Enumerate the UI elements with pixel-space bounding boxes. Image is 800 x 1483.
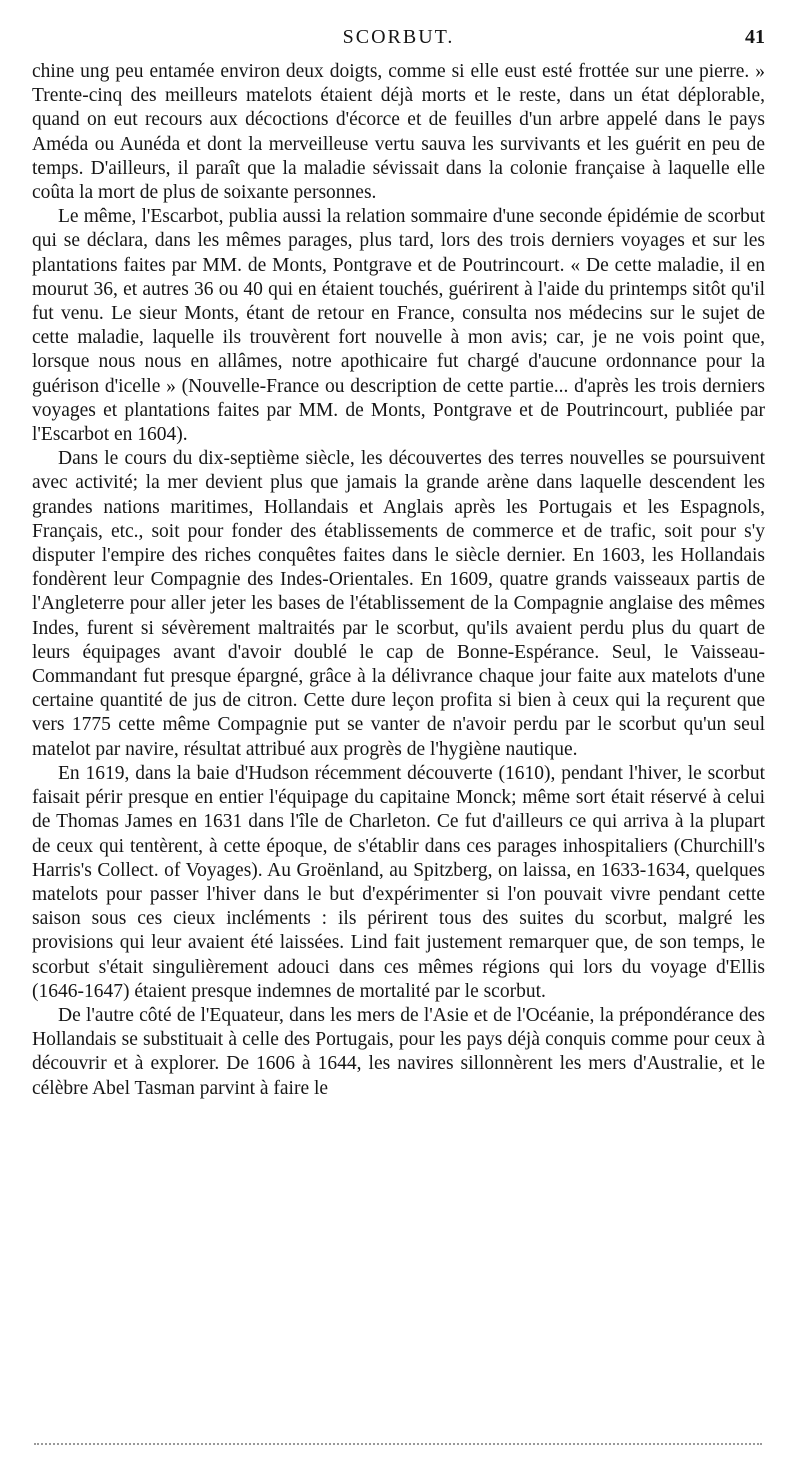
page-number: 41 [745, 26, 765, 48]
paragraph-1: chine ung peu entamée environ deux doigts, comme si elle eust esté frottée sur une pierre. » Trente-cinq des meilleurs matelots étaient déjà morts et le reste, dans un état déplorable, quand on eut recours aux décoctions d'écorce et de feuilles d'un arbre appelé dans le pays Améda ou Aunéda et dont la merveilleuse vertu sauva les survivants et les guérit en peu de temps. D'ailleurs, il paraît que la maladie sévissait dans la colonie française à laquelle elle coûta la mort de plus de soixante personnes. [32, 61, 765, 204]
running-title: SCORBUT. [342, 26, 455, 48]
paragraph-3: Dans le cours du dix-septième siècle, les découvertes des terres nouvelles se poursuivent avec activité; la mer devient plus que jamais la grande arène dans laquelle descendent les grandes nations maritimes, Hollandais et Anglais après les Portugais et les Espagnols, Français, etc., soit pour fonder des établissements de commerce et de trafic, soit pour s'y disputer l'empire des riches conquêtes faites dans le siècle dernier. En 1603, les Hollandais fondèrent leur Compagnie des Indes-Orientales. En 1609, quatre grands vaisseaux partis de l'Angleterre pour aller jeter les bases de l'établissement de la Compagnie anglaise des mêmes Indes, furent si sévèrement maltraités par le scorbut, qu'ils avaient perdu plus du quart de leurs équipages avant d'avoir doublé le cap de Bonne-Espérance. Seul, le Vaisseau-Commandant fut presque épargné, grâce à la délivrance chaque jour faite aux matelots d'une certaine quantité de jus de citron. Cette dure leçon profita si bien à ceux qui la reçurent que vers 1775 cette même Compagnie put se vanter de n'avoir perdu par le scorbut qu'un seul matelot par navire, résultat attribué aux progrès de l'hygiène nautique. [32, 448, 765, 760]
body-text [32, 60, 765, 1101]
paragraph-4: En 1619, dans la baie d'Hudson récemment découverte (1610), pendant l'hiver, le scorbut faisait périr presque en entier l'équipage du capitaine Monck; même sort était réservé à celui de Thomas James en 1631 dans l'île de Charleton. Ce fut d'ailleurs ce qui arriva à la plupart de ceux qui tentèrent, à cette époque, de s'établir dans ces parages inhospitaliers (Churchill's Harris's Collect. of Voyages). Au Groënland, au Spitzberg, on laissa, en 1633-1634, quelques matelots pour passer l'hiver dans le but d'expérimenter si l'on pouvait vivre pendant cette saison sous ces cieux incléments : ils périrent tous des suites du scorbut, malgré les provisions qui leur avaient été laissées. Lind fait justement remarquer que, de son temps, le scorbut s'était singulièrement adouci dans ces mêmes régions qui lors du voyage d'Ellis (1646-1647) étaient presque indemnes de mortalité par le scorbut. [32, 762, 765, 1002]
paragraph-2: Le même, l'Escarbot, publia aussi la relation sommaire d'une seconde épidémie de scorbut qui se déclara, dans les mêmes parages, plus tard, lors des trois derniers voyages et sur les plantations faites par MM. de Monts, Pontgrave et de Poutrincourt. « De cette maladie, il en mourut 36, et autres 36 ou 40 qui en étaient touchés, guérirent à l'aide du printemps sitôt qu'il fut venu. Le sieur Monts, étant de retour en France, consulta nos médecins sur le sujet de cette maladie, laquelle ils trouvèrent fort nouvelle à mon avis; car, je ne vois point que, lorsque nous nous en allâmes, notre apothicaire fut chargé d'aucune ordonnance pour la guérison d'icelle » (Nouvelle-France ou description de cette partie... d'après les trois derniers voyages et plantations faites par MM. de Monts, Pontgrave et de Poutrincourt, publiée par l'Escarbot en 1604). [32, 206, 765, 446]
footer-dotted-rule [34, 1443, 762, 1445]
running-head [32, 26, 765, 52]
paragraph-5: De l'autre côté de l'Equateur, dans les mers de l'Asie et de l'Océanie, la prépondérance des Hollandais se substituait à celle des Portugais, pour les pays déjà conquis comme pour ceux à découvrir et à explorer. De 1606 à 1644, les navires sillonnèrent les mers d'Australie, et le célèbre Abel Tasman parvint à faire le [32, 1004, 765, 1099]
book-page [32, 26, 765, 1101]
